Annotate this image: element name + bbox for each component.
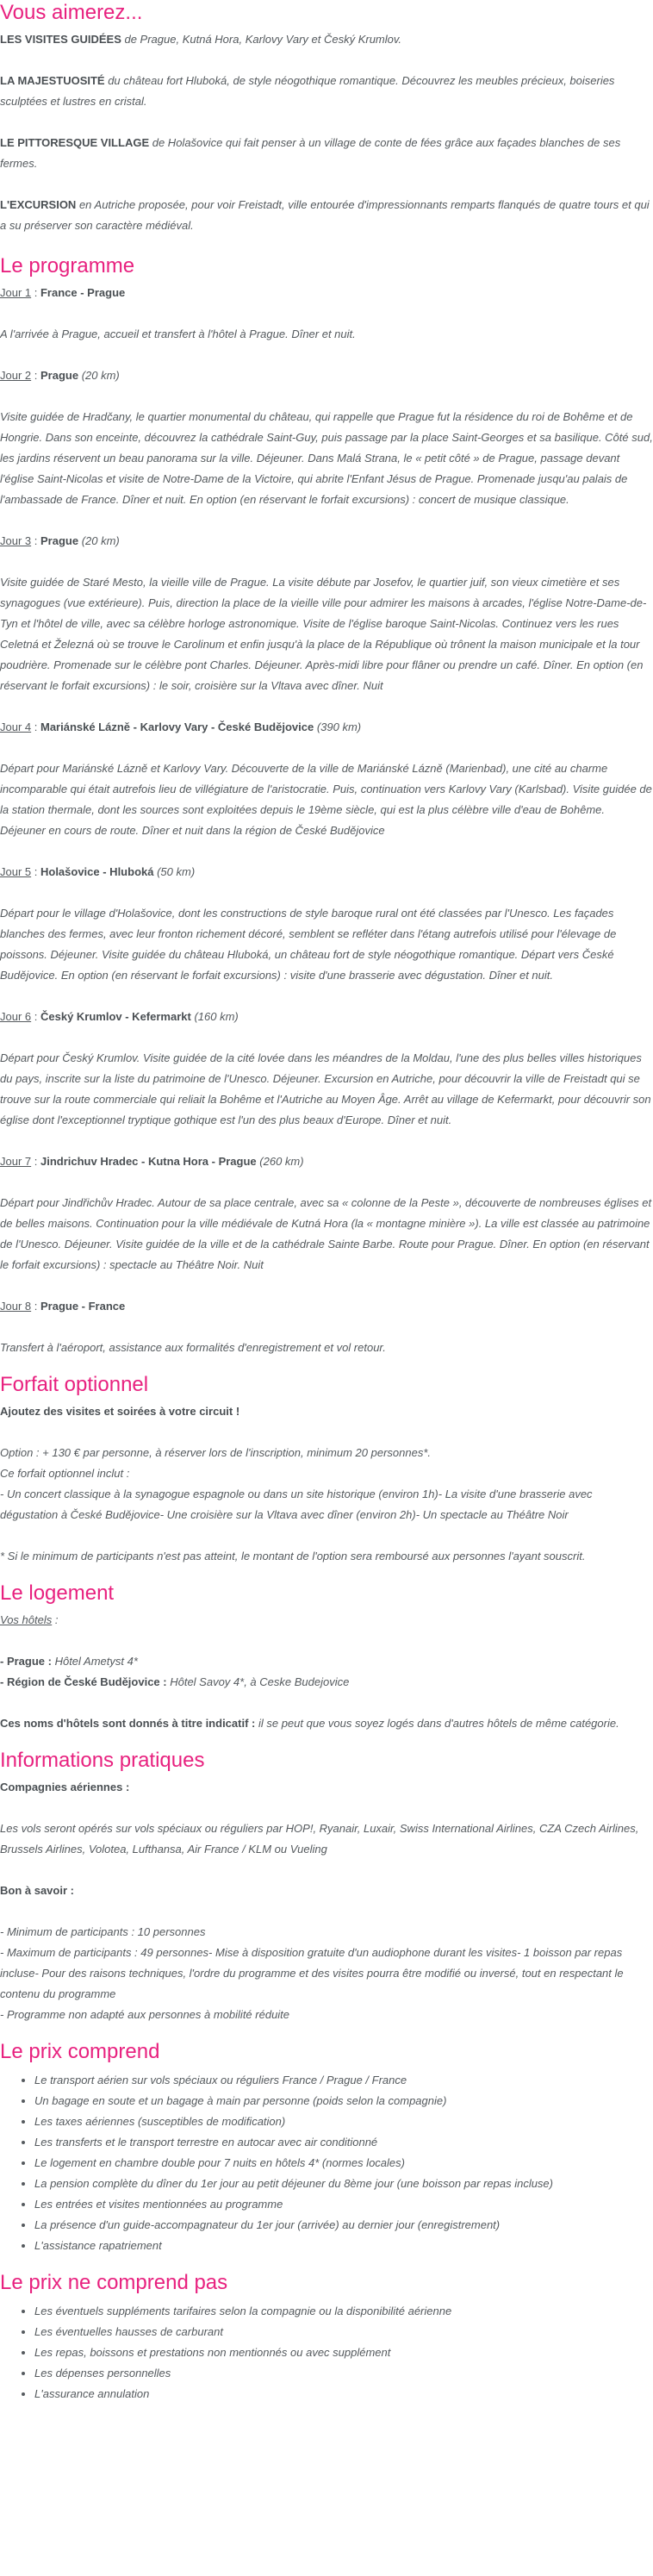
- section-programme: [0, 253, 653, 1358]
- day-heading: [0, 1296, 653, 1317]
- section-title-programme: Le programme: [0, 254, 135, 278]
- highlight-village-bold: LE PITTORESQUE VILLAGE: [0, 136, 150, 149]
- list-item: • Les taxes aériennes (susceptibles de modification): [34, 2111, 653, 2132]
- highlight-majestuosite: [0, 71, 653, 112]
- section-vous-aimerez: [0, 0, 653, 236]
- highlight-majestuosite-bold: LA MAJESTUOSITÉ: [0, 74, 105, 87]
- list-item: • L'assistance rapatriement: [34, 2236, 653, 2256]
- day-label: Jour 3: [0, 534, 32, 547]
- day-separator: :: [31, 720, 40, 733]
- highlight-visites-bold: LES VISITES GUIDÉES: [0, 33, 121, 46]
- day-description: Départ pour Český Krumlov. Visite guidée de la cité lovée dans les méandres de la Moldau, l'une des plus belles villes historiques du pays, inscrite sur la liste du patrimoine de l'Unesco. Déjeuner. Excursion en Autriche, pour découvrir la ville de Freistadt qui se trouve sur la route commerciale qui reliait la Bohême et l'Autriche au Moyen Âge. Arrêt au village de Kefermarkt, pour découvrir son église dont l'exceptionnel tryptique gothique est l'un des plus beaux d'Europe. Dîner et nuit.: [0, 1051, 651, 1126]
- list-item: • Les repas, boissons et prestations non mentionnés ou avec supplément: [34, 2342, 653, 2363]
- section-logement: [0, 1581, 653, 1734]
- highlight-village-text: de Holašovice qui fait penser à un village de conte de fées grâce aux façades blanches de ses fermes.: [0, 136, 621, 170]
- hotels-note-bold: Ces noms d'hôtels sont donnés à titre indicatif :: [0, 1717, 256, 1730]
- section-prix-ne-comprend-pas: [0, 2270, 653, 2404]
- airlines-label: Compagnies aériennes :: [0, 1781, 130, 1793]
- day-separator: :: [31, 1300, 40, 1313]
- section-title-logement: Le logement: [0, 1581, 115, 1605]
- list-item: • Un bagage en soute et un bagage à main par personne (poids selon la compagnie): [34, 2091, 653, 2111]
- section-title-vous-aimerez: Vous aimerez...: [0, 1, 143, 24]
- day-description: Départ pour Jindřichův Hradec. Autour de sa place centrale, avec sa « colonne de la Peste », découverte de nombreuses églises et de belles maisons. Continuation pour la ville médiévale de Kutná Hora (la « montagne minière »). La ville est classée au patrimoine de l'Unesco. Déjeuner. Visite guidée de la ville et de la cathédrale Sainte Barbe. Route pour Prague. Dîner. En option (en réservant le forfait excursions) : spectacle au Théâtre Noir. Nuit: [0, 1196, 652, 1271]
- day-label: Jour 5: [0, 865, 32, 878]
- day-route: France - Prague: [40, 286, 126, 299]
- highlight-visites: [0, 29, 653, 50]
- highlight-excursion-bold: L'EXCURSION: [0, 198, 77, 211]
- hotels-label: Vos hôtels: [0, 1613, 53, 1626]
- section-title-infos: Informations pratiques: [0, 1749, 205, 1772]
- hotel-city: - Prague :: [0, 1655, 52, 1668]
- day-description: Départ pour Mariánské Lázně et Karlovy Vary. Découverte de la ville de Mariánské Lázně (Marienbad), une cité au charme incomparable qui était autrefois lieu de villégiature de l'aristocratie. Puis, continuation vers Karlovy Vary (Karlsbad). Visite guidée de la station thermale, dont les sources sont exploitées depuis le 19ème siècle, qui est la plus célèbre ville d'eau de Bohême. Déjeuner en cours de route. Dîner et nuit dans la région de České Budějovice: [0, 762, 652, 837]
- list-item: • Les dépenses personnelles: [34, 2363, 653, 2384]
- list-item: • L'assurance annulation: [34, 2384, 653, 2404]
- prix-ne-comprend-pas-list: [0, 2301, 653, 2404]
- day-heading: [0, 717, 653, 738]
- bon-a-savoir-label: Bon à savoir :: [0, 1884, 74, 1897]
- day-separator: :: [31, 369, 40, 382]
- hotel-line: [0, 1672, 653, 1693]
- section-title-forfait: Forfait optionnel: [0, 1373, 149, 1396]
- list-item: • La pension complète du dîner du 1er jour au petit déjeuner du 8ème jour (une boisson par repas incluse): [34, 2174, 653, 2194]
- hotels-note: [0, 1713, 653, 1734]
- section-title-prix-ne-comprend-pas: Le prix ne comprend pas: [0, 2271, 228, 2294]
- hotels-heading: [0, 1610, 653, 1631]
- bon-a-savoir-line: - Programme non adapté aux personnes à mobilité réduite: [0, 2008, 290, 2021]
- day-label: Jour 2: [0, 369, 32, 382]
- highlight-excursion-text: en Autriche proposée, pour voir Freistadt, ville entourée d'impressionnants remparts flanqués de quatre tours et qui a su préserver son caractère médiéval.: [0, 198, 650, 232]
- day-label: Jour 7: [0, 1155, 32, 1168]
- day-label: Jour 4: [0, 720, 32, 733]
- highlight-village: [0, 133, 653, 174]
- day-separator: :: [31, 865, 40, 878]
- day-heading: [0, 1151, 653, 1172]
- list-item: • Les transferts et le transport terrestre en autocar avec air conditionné: [34, 2132, 653, 2153]
- highlight-majestuosite-text: du château fort Hluboká, de style néogothique romantique. Découvrez les meubles précieux, boiseries sculptées et lustres en cristal.: [0, 74, 615, 108]
- forfait-subtitle: Ajoutez des visites et soirées à votre circuit !: [0, 1405, 240, 1418]
- day-route: Prague: [40, 369, 79, 382]
- list-item: • Les éventuelles hausses de carburant: [34, 2322, 653, 2342]
- day-route: Český Krumlov - Kefermarkt: [40, 1010, 191, 1023]
- day-route: Mariánské Lázně - Karlovy Vary - České Budějovice: [40, 720, 314, 733]
- day-description: Départ pour le village d'Holašovice, dont les constructions de style baroque rural ont été classées par l'Unesco. Les façades blanches des fermes, avec leur fronton richement décoré, semblent se refléter dans l'étang autrefois utilisé pour l'élevage de poissons. Déjeuner. Visite guidée du château Hluboká, un château fort de style néogothique romantique. Départ vers České Budějovice. En option (en réservant le forfait excursions) : visite d'une brasserie avec dégustation. Dîner et nuit.: [0, 907, 617, 982]
- section-prix-comprend: [0, 2039, 653, 2256]
- programme-days: [0, 283, 653, 1358]
- section-title-prix-comprend: Le prix comprend: [0, 2040, 160, 2063]
- forfait-note: * Si le minimum de participants n'est pas atteint, le montant de l'option sera remboursé aux personnes l'ayant souscrit.: [0, 1550, 586, 1562]
- section-infos: [0, 1748, 653, 2025]
- hotels-note-text: il se peut que vous soyez logés dans d'autres hôtels de même catégorie.: [255, 1717, 619, 1730]
- list-item: • Les éventuels suppléments tarifaires selon la compagnie ou la disponibilité aérienne: [34, 2301, 653, 2322]
- day-route: Prague - France: [40, 1300, 126, 1313]
- list-item: • Les entrées et visites mentionnées au programme: [34, 2194, 653, 2215]
- list-item: • Le logement en chambre double pour 7 nuits en hôtels 4* (normes locales): [34, 2153, 653, 2174]
- day-description: A l'arrivée à Prague, accueil et transfert à l'hôtel à Prague. Dîner et nuit.: [0, 327, 356, 340]
- day-separator: :: [31, 534, 40, 547]
- day-route: Prague: [40, 534, 79, 547]
- forfait-option-line: Option : + 130 € par personne, à réserver lors de l'inscription, minimum 20 personnes*.: [0, 1446, 431, 1459]
- day-route: Holašovice - Hluboká: [40, 865, 154, 878]
- hotel-name: Hôtel Savoy 4*, à Ceske Budejovice: [166, 1675, 350, 1688]
- hotels-colon: :: [52, 1613, 59, 1626]
- highlight-visites-text: de Prague, Kutná Hora, Karlovy Vary et Český Krumlov.: [121, 33, 402, 46]
- day-distance: (50 km): [157, 865, 196, 878]
- day-route: Jindrichuv Hradec - Kutna Hora - Prague: [40, 1155, 257, 1168]
- list-item: • La présence d'un guide-accompagnateur du 1er jour (arrivée) au dernier jour (enregistrement): [34, 2215, 653, 2236]
- day-distance: (260 km): [259, 1155, 304, 1168]
- day-label: Jour 8: [0, 1300, 32, 1313]
- list-item: • Le transport aérien sur vols spéciaux ou réguliers France / Prague / France: [34, 2070, 653, 2091]
- hotel-name: Hôtel Ametyst 4*: [51, 1655, 138, 1668]
- day-description: Visite guidée de Hradčany, le quartier monumental du château, qui rappelle que Prague fut la résidence du roi de Bohême et de Hongrie. Dans son enceinte, découvrez la cathédrale Saint-Guy, puis passage par la place Saint-Georges et sa basilique. Côté sud, les jardins réservent un beau panorama sur la ville. Déjeuner. Dans Malá Strana, le « petit côté » de Prague, passage devant l'église Saint-Nicolas et visite de Notre-Dame de la Victoire, qui abrite l'Enfant Jésus de Prague. Promenade jusqu'au palais de l'ambassade de France. Dîner et nuit. En option (en réservant le forfait excursions) : concert de musique classique.: [0, 410, 653, 506]
- airlines-text: Les vols seront opérés sur vols spéciaux ou réguliers par HOP!, Ryanair, Luxair, Swiss International Airlines, CZA Czech Airlines, Brussels Airlines, Volotea, Lufthansa, Air France / KLM ou Vueling: [0, 1822, 639, 1856]
- day-separator: :: [31, 1155, 40, 1168]
- day-label: Jour 1: [0, 286, 32, 299]
- day-heading: [0, 283, 653, 303]
- prix-comprend-list: [0, 2070, 653, 2256]
- hotel-line: [0, 1651, 653, 1672]
- day-heading: [0, 365, 653, 386]
- day-distance: (160 km): [194, 1010, 239, 1023]
- day-distance: (390 km): [316, 720, 362, 733]
- section-forfait: [0, 1372, 653, 1567]
- day-separator: :: [31, 286, 40, 299]
- bon-a-savoir-line: - Maximum de participants : 49 personnes- Mise à disposition gratuite d'un audiophone durant les visites- 1 boisson par repas incluse- Pour des raisons techniques, l'ordre du programme et des visites pourra être modifié ou inversé, tout en respectant le contenu du programme: [0, 1946, 624, 2000]
- highlight-excursion: [0, 195, 653, 236]
- day-heading: [0, 531, 653, 552]
- forfait-includes-label: Ce forfait optionnel inclut :: [0, 1467, 130, 1480]
- day-heading: [0, 862, 653, 883]
- day-description: Transfert à l'aéroport, assistance aux formalités d'enregistrement et vol retour.: [0, 1341, 386, 1354]
- day-description: Visite guidée de Staré Mesto, la vieille ville de Prague. La visite débute par Josefov, le quartier juif, son vieux cimetière et ses synagogues (vue extérieure). Puis, direction la place de la vieille ville pour admirer les maisons à arcades, l'église Notre-Dame-de-Tyn et l'hôtel de ville, avec sa célèbre horloge astronomique. Visite de l'église baroque Saint-Nicolas. Continuez vers les rues Celetná et Železná où se trouve le Carolinum et enfin jusqu'à la place de la République où trônent la maison municipale et la tour poudrière. Promenade sur le célèbre pont Charles. Déjeuner. Après-midi libre pour flâner ou prendre un café. Dîner. En option (en réservant le forfait excursions) : le soir, croisière sur la Vltava avec dîner. Nuit: [0, 576, 647, 692]
- day-separator: :: [31, 1010, 40, 1023]
- day-distance: (20 km): [81, 534, 120, 547]
- bon-a-savoir-line: - Minimum de participants : 10 personnes: [0, 1925, 206, 1938]
- day-label: Jour 6: [0, 1010, 32, 1023]
- forfait-includes-text: - Un concert classique à la synagogue espagnole ou dans un site historique (environ 1h)- La visite d'une brasserie avec dégustation à České Budějovice- Une croisière sur la Vltava avec dîner (environ 2h)- Un spectacle au Théâtre Noir: [0, 1488, 593, 1521]
- hotel-city: - Région de České Budějovice :: [0, 1675, 167, 1688]
- day-distance: (20 km): [81, 369, 120, 382]
- day-heading: [0, 1007, 653, 1027]
